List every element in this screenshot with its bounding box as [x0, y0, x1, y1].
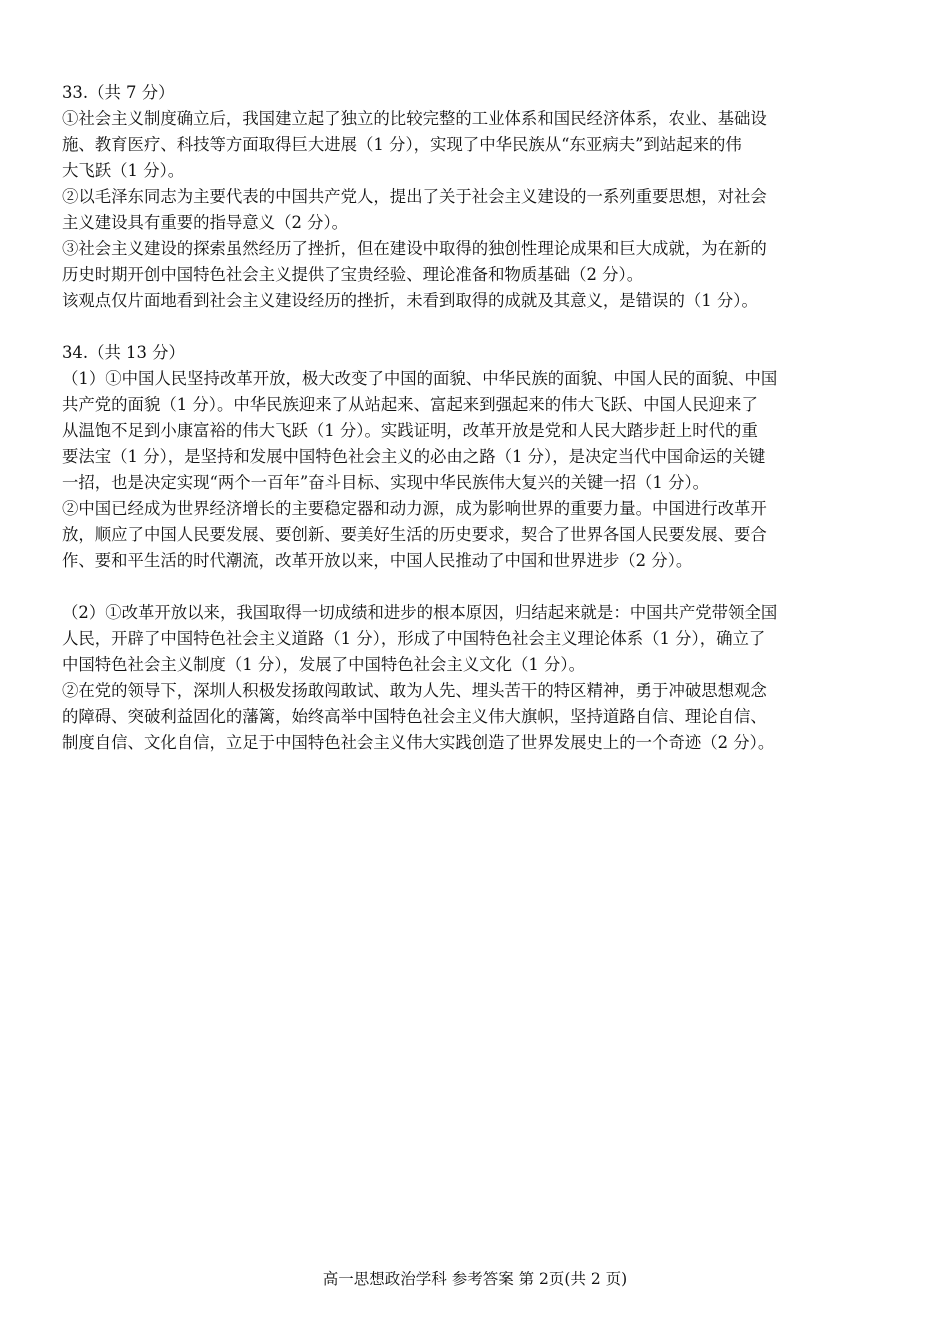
question-34-part-2-line: （2）①改革开放以来，我国取得一切成绩和进步的根本原因，归结起来就是：中国共产党带领全国 [62, 603, 778, 622]
question-34-part-2-line: 的障碍、突破利益固化的藩篱，始终高举中国特色社会主义伟大旗帜，坚持道路自信、理论自信、 [62, 707, 767, 726]
question-34-part-2-line: 中国特色社会主义制度（1 分），发展了中国特色社会主义文化（1 分）。 [62, 655, 585, 674]
question-34-part-2-line: 人民，开辟了中国特色社会主义道路（1 分），形成了中国特色社会主义理论体系（1 分），确立了 [62, 629, 766, 648]
page-footer: 高一思想政治学科 参考答案 第 2页(共 2 页) [322, 1270, 628, 1288]
question-34-part-2-line: 制度自信、文化自信，立足于中国特色社会主义伟大实践创造了世界发展史上的一个奇迹（2 分）。 [62, 733, 775, 752]
spacer [62, 574, 892, 600]
answer-sheet-page [62, 80, 892, 756]
question-33-line: 大飞跃（1 分）。 [62, 161, 185, 180]
question-33-line: ③社会主义建设的探索虽然经历了挫折，但在建设中取得的独创性理论成果和巨大成就，为在新的 [62, 239, 767, 258]
question-33-line: ①社会主义制度确立后，我国建立起了独立的比较完整的工业体系和国民经济体系，农业、基础设 [62, 109, 767, 128]
question-34-part-1-line: 放，顺应了中国人民要发展、要创新、要美好生活的历史要求，契合了世界各国人民要发展、要合 [62, 525, 767, 544]
question-34-part-1-line: 一招，也是决定实现“两个一百年”奋斗目标、实现中华民族伟大复兴的关键一招（1 分）。 [62, 473, 710, 492]
question-34-part-1-line: 共产党的面貌（1 分）。中华民族迎来了从站起来、富起来到强起来的伟大飞跃、中国人民迎来了 [62, 395, 758, 414]
question-34-part-2-line: ②在党的领导下，深圳人积极发扬敢闯敢试、敢为人先、埋头苦干的特区精神，勇于冲破思想观念 [62, 681, 767, 700]
question-34-part-1-line: 从温饱不足到小康富裕的伟大飞跃（1 分）。实践证明，改革开放是党和人民大踏步赶上时代的重 [62, 421, 758, 440]
question-34-part-1-line: 作、要和平生活的时代潮流，改革开放以来，中国人民推动了中国和世界进步（2 分）。 [62, 551, 693, 570]
question-34-part-1 [62, 366, 892, 574]
spacer [62, 314, 892, 340]
question-33-line: 该观点仅片面地看到社会主义建设经历的挫折，未看到取得的成就及其意义，是错误的（1 分）。 [62, 291, 758, 310]
question-33-line: 施、教育医疗、科技等方面取得巨大进展（1 分），实现了中华民族从“东亚病夫”到站起来的伟 [62, 135, 742, 154]
question-34 [62, 340, 892, 756]
question-33-line: 主义建设具有重要的指导意义（2 分）。 [62, 213, 349, 232]
question-33-header: 33.（共 7 分） [62, 83, 175, 102]
question-34-part-1-line: 要法宝（1 分），是坚持和发展中国特色社会主义的必由之路（1 分），是决定当代中国命运的关键 [62, 447, 766, 466]
question-33 [62, 80, 892, 314]
question-34-part-1-line: （1）①中国人民坚持改革开放，极大改变了中国的面貌、中华民族的面貌、中国人民的面貌、中国 [62, 369, 778, 388]
question-33-line: 历史时期开创中国特色社会主义提供了宝贵经验、理论准备和物质基础（2 分）。 [62, 265, 644, 284]
question-33-line: ②以毛泽东同志为主要代表的中国共产党人，提出了关于社会主义建设的一系列重要思想，对社会 [62, 187, 767, 206]
question-34-header: 34.（共 13 分） [62, 343, 185, 362]
question-34-part-2 [62, 600, 892, 756]
question-34-part-1-line: ②中国已经成为世界经济增长的主要稳定器和动力源，成为影响世界的重要力量。中国进行改革开 [62, 499, 767, 518]
